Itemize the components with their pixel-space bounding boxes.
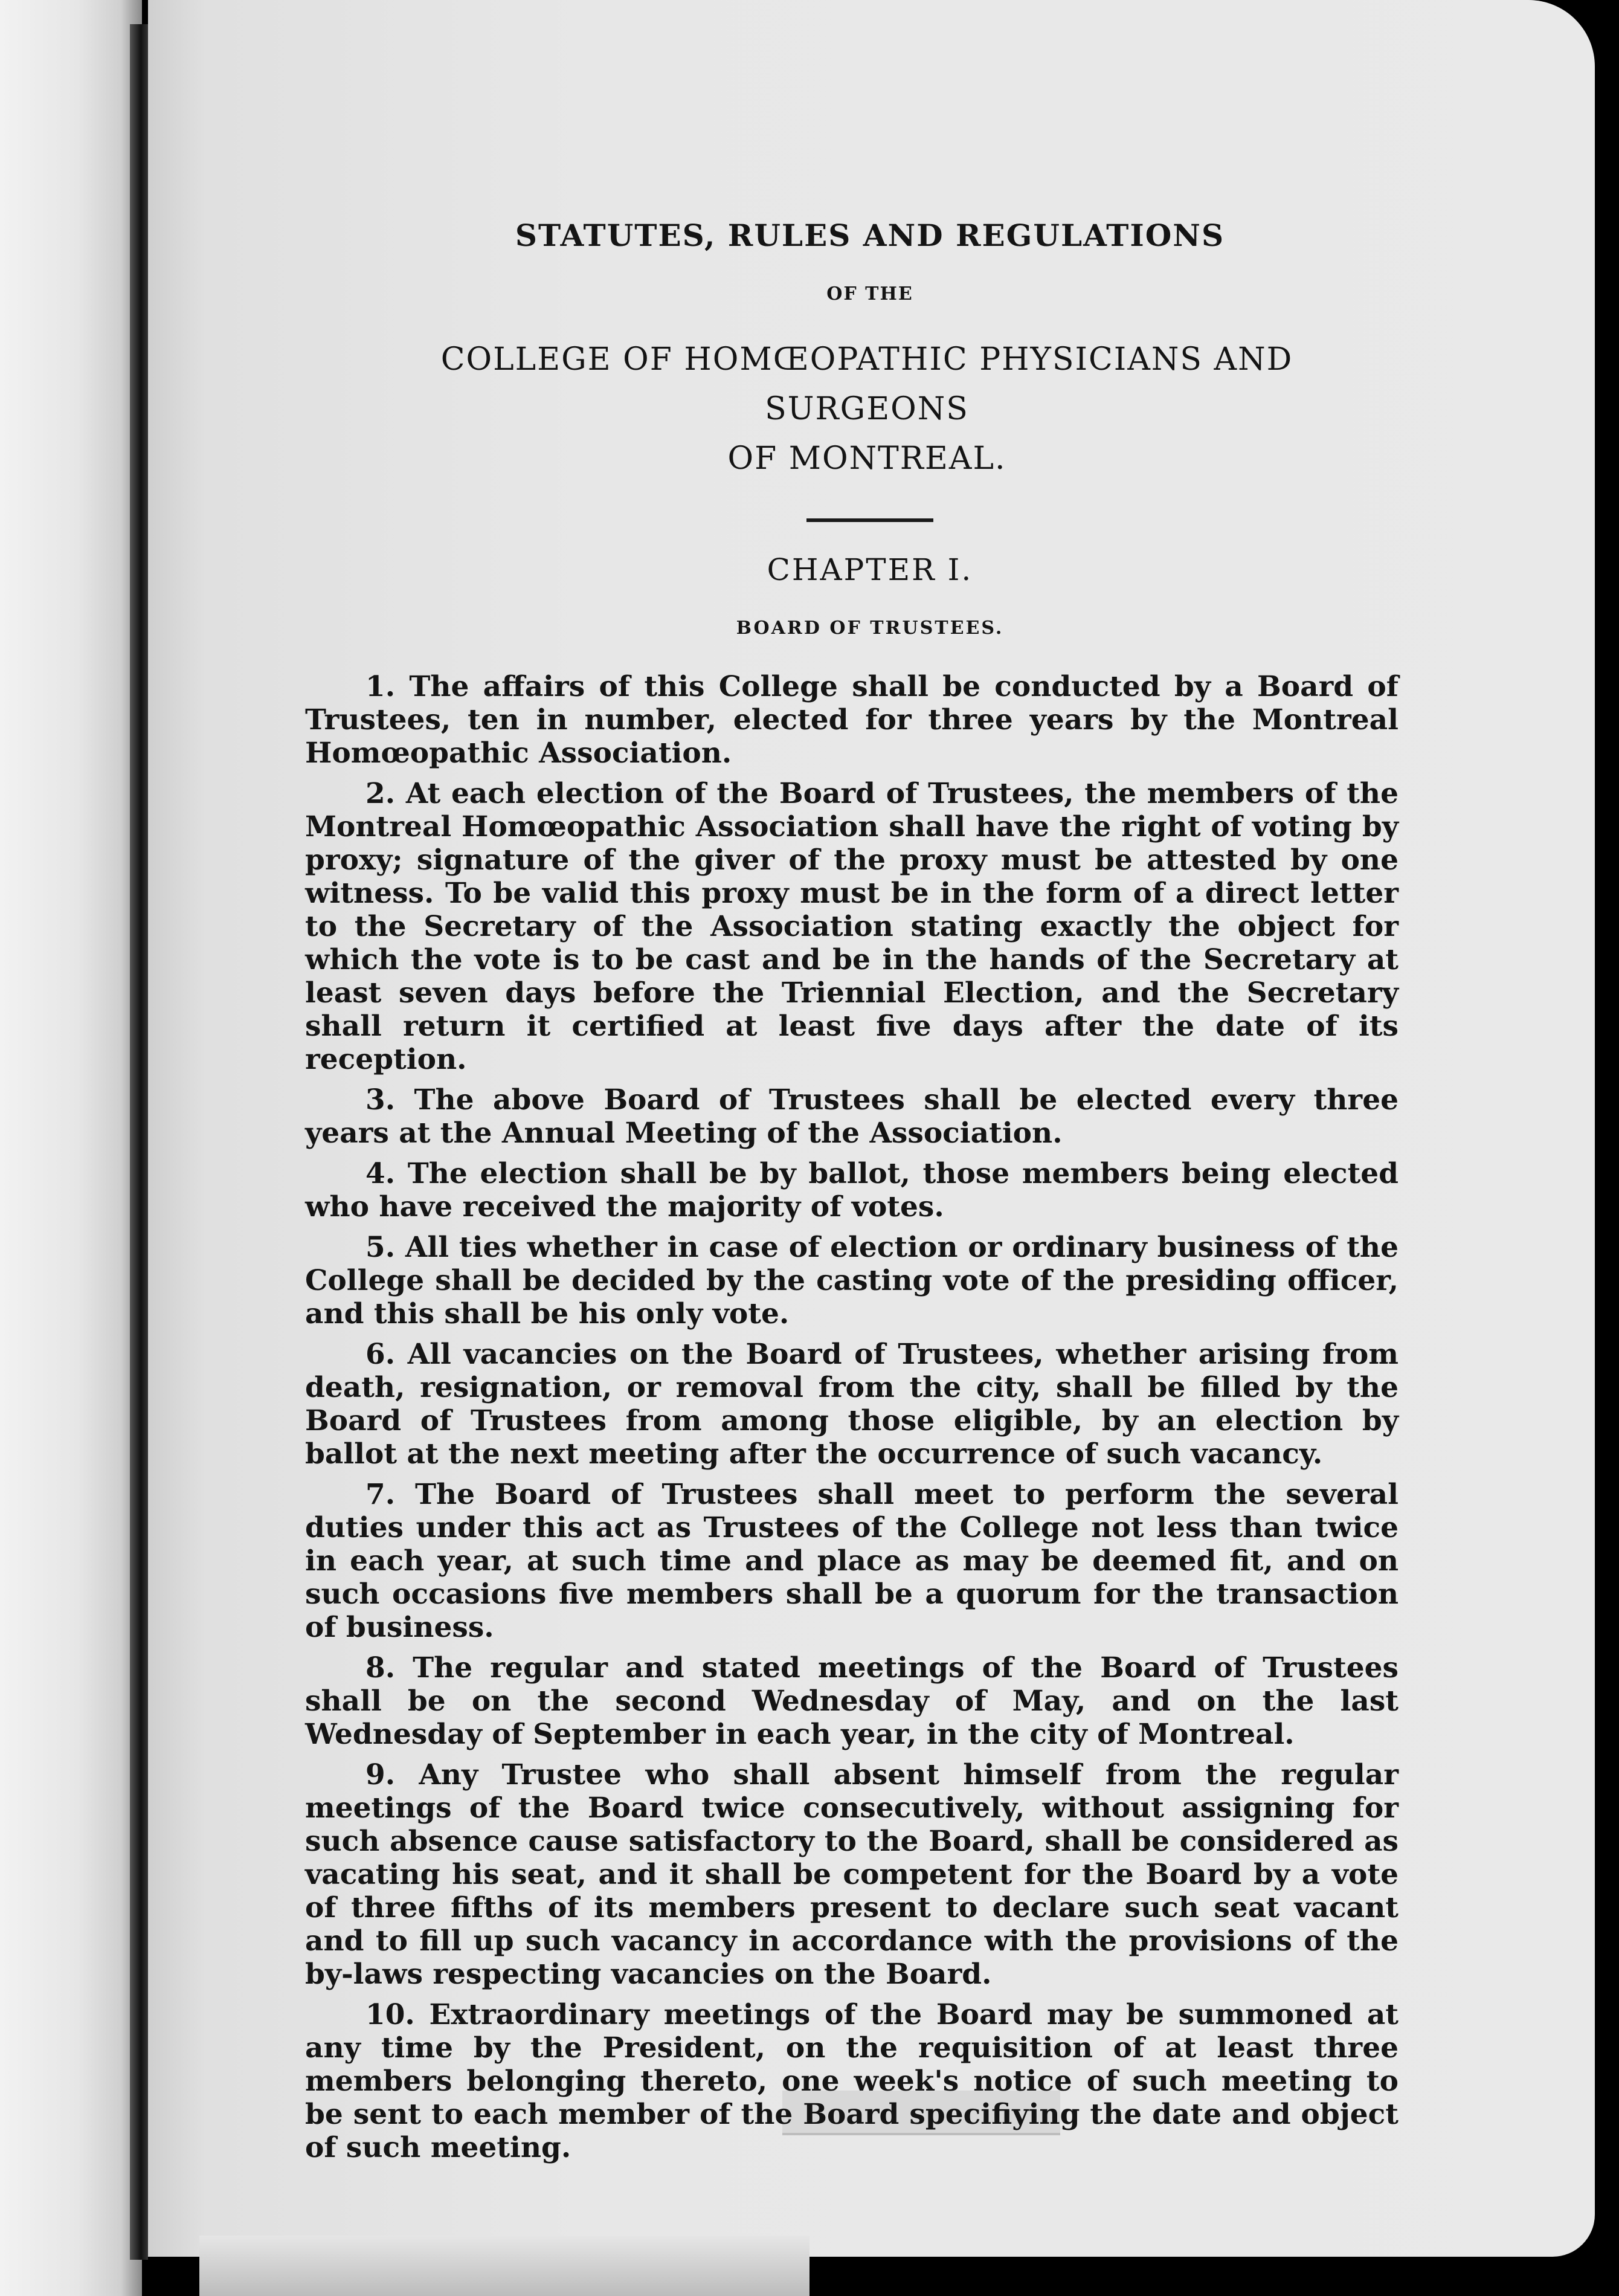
paragraph-10: 10. Extraordinary meetings of the Board may be summoned at any time by the President, on the requisition of at least three members belonging thereto, one week's notice of such meeting to be sent to each member of the Board specifiying the date and object of such meeting. xyxy=(305,1998,1399,2164)
book-spine xyxy=(130,24,148,2260)
paragraph-3: 3. The above Board of Trustees shall be elected every three years at the Annual Meeting of the Association. xyxy=(305,1083,1399,1150)
paragraph-4: 4. The election shall be by ballot, those members being elected who have received the majority of votes. xyxy=(305,1157,1399,1224)
paragraph-6: 6. All vacancies on the Board of Trustees, whether arising from death, resignation, or removal from the city, shall be filled by the Board of Trustees from among those eligible, by an election by ballot at the next meeting after the occurrence of such vacancy. xyxy=(305,1338,1399,1471)
paragraph-8: 8. The regular and stated meetings of the Board of Trustees shall be on the second Wednesday of May, and on the last Wednesday of September in each year, in the city of Montreal. xyxy=(305,1651,1399,1751)
chapter-heading: CHAPTER I. xyxy=(767,552,973,587)
bottom-page-edge xyxy=(199,2236,810,2296)
title-divider xyxy=(806,518,933,522)
title-line-of-the: OF THE xyxy=(826,283,913,305)
page-content xyxy=(305,218,1399,2172)
paragraph-1: 1. The affairs of this College shall be conducted by a Board of Trustees, ten in number, elected for three years by the Montreal Homœopathic Association. xyxy=(305,670,1399,770)
title-line-statutes: STATUTES, RULES AND REGULATIONS xyxy=(515,218,1225,253)
section-heading: BOARD OF TRUSTEES. xyxy=(736,618,1004,639)
title-line-college: COLLEGE OF HOMŒOPATHIC PHYSICIANS AND SURGEONS xyxy=(440,341,1293,427)
paragraph-7: 7. The Board of Trustees shall meet to perform the several duties under this act as Trustees of the College not less than twice in each year, at such time and place as may be deemed fit, and on such occasions five members shall be a quorum for the transaction of business. xyxy=(305,1478,1399,1644)
title-line-montreal: OF MONTREAL. xyxy=(727,440,1006,477)
left-page-edge xyxy=(0,0,142,2296)
paragraph-9: 9. Any Trustee who shall absent himself from the regular meetings of the Board twice consecutively, without assigning for such absence cause satisfactory to the Board, shall be considered as vacating his seat, and it shall be competent for the Board by a vote of three fifths of its members present to declare such seat vacant and to fill up such vacancy in accordance with the provisions of the by-laws respecting vacancies on the Board. xyxy=(305,1758,1399,1991)
paragraph-2: 2. At each election of the Board of Trustees, the members of the Montreal Homœopathic Association shall have the right of voting by proxy; signature of the giver of the proxy must be attested by one witness. To be valid this proxy must be in the form of a direct letter to the Secretary of the Association stating exactly the object for which the vote is to be cast and be in the hands of the Secretary at least seven days before the Triennial Election, and the Secretary shall return it certified at least five days after the date of its reception. xyxy=(305,777,1399,1076)
paragraph-5: 5. All ties whether in case of election or ordinary business of the College shall be decided by the casting vote of the presiding officer, and this shall be his only vote. xyxy=(305,1231,1399,1330)
